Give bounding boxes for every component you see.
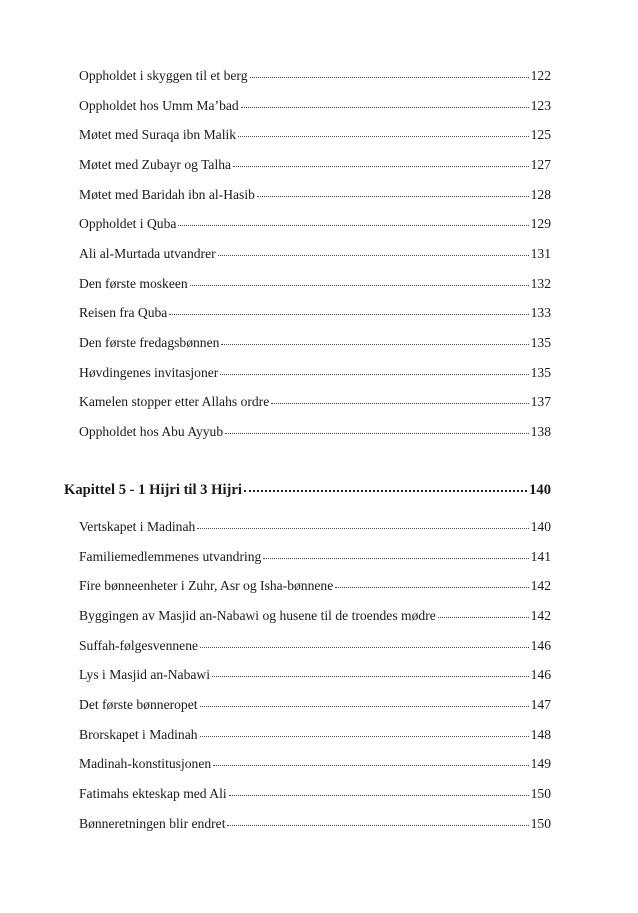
toc-entry-title: Vertskapet i Madinah xyxy=(79,519,196,534)
toc-entry[interactable] xyxy=(79,275,551,293)
toc-entry-page: 142 xyxy=(530,578,551,593)
dot-leader xyxy=(212,675,529,677)
dot-leader xyxy=(169,313,528,315)
toc-entry-title: Ali al-Murtada utvandrer xyxy=(79,246,216,261)
toc-entry-page: 122 xyxy=(530,68,551,83)
toc-entry-title: Oppholdet hos Umm Ma’bad xyxy=(79,98,239,113)
toc-entry-page: 127 xyxy=(530,157,551,172)
dot-leader xyxy=(233,165,529,167)
dot-leader xyxy=(200,705,529,707)
toc-entry-page: 148 xyxy=(530,727,551,742)
toc-entry-title: Det første bønneropet xyxy=(79,697,198,712)
dot-leader xyxy=(241,106,529,108)
toc-entry-title: Oppholdet i skyggen til et berg xyxy=(79,68,248,83)
toc-entry-page: 135 xyxy=(530,365,551,380)
toc-chapter-page: 140 xyxy=(529,482,551,498)
toc-entry-page: 129 xyxy=(530,216,551,231)
toc-entry[interactable] xyxy=(79,755,551,773)
dot-leader xyxy=(250,76,529,78)
dot-leader xyxy=(229,794,529,796)
toc-entry-page: 150 xyxy=(530,786,551,801)
toc-entry-title: Bønneretningen blir endret xyxy=(79,816,226,831)
toc-entry-title: Suffah-følgesvennene xyxy=(79,638,199,653)
toc-entry[interactable] xyxy=(79,126,551,144)
toc-entry-page: 123 xyxy=(530,98,551,113)
toc-entry[interactable] xyxy=(79,726,551,744)
toc-entry-title: Den første moskeen xyxy=(79,276,188,291)
toc-entry[interactable] xyxy=(79,156,551,174)
toc-entry-title: Kamelen stopper etter Allahs ordre xyxy=(79,394,270,409)
dot-leader xyxy=(213,764,528,766)
toc-entry[interactable] xyxy=(79,304,551,322)
toc-entry-title: Møtet med Zubayr og Talha xyxy=(79,157,232,172)
toc-entry[interactable] xyxy=(79,666,551,684)
dot-leader xyxy=(438,616,529,618)
dot-leader xyxy=(200,735,529,737)
toc-entry[interactable] xyxy=(79,518,551,536)
toc-entry[interactable] xyxy=(79,67,551,85)
toc-entry[interactable] xyxy=(79,186,551,204)
toc-entry[interactable] xyxy=(79,423,551,441)
toc-entry[interactable] xyxy=(79,97,551,115)
toc-entry-page: 146 xyxy=(530,638,551,653)
dot-leader xyxy=(238,135,529,137)
dot-leader xyxy=(257,195,529,197)
toc-entry-page: 138 xyxy=(530,424,551,439)
toc-entry-title: Oppholdet i Quba xyxy=(79,216,177,231)
dot-leader xyxy=(225,432,528,434)
toc-entry-title: Møtet med Suraqa ibn Malik xyxy=(79,127,237,142)
toc-entry-title: Familiemedlemmenes utvandring xyxy=(79,549,262,564)
toc-entry-title: Brorskapet i Madinah xyxy=(79,727,198,742)
toc-entry-title: Reisen fra Quba xyxy=(79,305,168,320)
toc-entry-page: 146 xyxy=(530,667,551,682)
toc-entry-title: Oppholdet hos Abu Ayyub xyxy=(79,424,224,439)
toc-entry-page: 133 xyxy=(530,305,551,320)
toc-entry[interactable] xyxy=(79,548,551,566)
toc-entry-page: 141 xyxy=(530,549,551,564)
dot-leader xyxy=(200,646,529,648)
toc-entry[interactable] xyxy=(79,637,551,655)
dot-leader xyxy=(197,527,528,529)
toc-entry-page: 137 xyxy=(530,394,551,409)
toc-entry[interactable] xyxy=(79,364,551,382)
dot-leader xyxy=(218,254,529,256)
toc-entry-title: Møtet med Baridah ibn al-Hasib xyxy=(79,187,255,202)
toc-entry-page: 135 xyxy=(530,335,551,350)
dot-leader xyxy=(178,224,528,226)
toc-entry-title: Fatimahs ekteskap med Ali xyxy=(79,786,227,801)
toc-entry[interactable] xyxy=(79,607,551,625)
dot-leader xyxy=(263,557,528,559)
toc-chapter-title: Kapittel 5 - 1 Hijri til 3 Hijri xyxy=(64,482,242,498)
toc-entry-title: Byggingen av Masjid an-Nabawi og husene til de troendes mødre xyxy=(79,608,436,623)
toc-entry[interactable] xyxy=(79,696,551,714)
toc-entry-page: 149 xyxy=(530,756,551,771)
toc-entry-title: Høvdingenes invitasjoner xyxy=(79,365,219,380)
toc-entry-page: 142 xyxy=(530,608,551,623)
dot-leader xyxy=(335,586,528,588)
dot-leader xyxy=(227,824,528,826)
dot-leader xyxy=(221,343,528,345)
toc-entry-page: 132 xyxy=(530,276,551,291)
toc-entry-title: Madinah-konstitusjonen xyxy=(79,756,212,771)
toc-entry-page: 131 xyxy=(530,246,551,261)
toc-entry[interactable] xyxy=(79,785,551,803)
dot-leader xyxy=(220,373,528,375)
toc-entry-title: Den første fredagsbønnen xyxy=(79,335,220,350)
toc-entry-title: Lys i Masjid an-Nabawi xyxy=(79,667,211,682)
toc-entry[interactable] xyxy=(79,215,551,233)
dot-leader xyxy=(190,284,529,286)
toc-entry[interactable] xyxy=(79,334,551,352)
toc-entry-page: 125 xyxy=(530,127,551,142)
toc-entry[interactable] xyxy=(79,393,551,411)
toc-entry[interactable] xyxy=(79,815,551,833)
toc-entry-page: 140 xyxy=(530,519,551,534)
toc-entry-page: 150 xyxy=(530,816,551,831)
toc-entry-page: 128 xyxy=(530,187,551,202)
toc-entry-title: Fire bønneenheter i Zuhr, Asr og Isha-bønnene xyxy=(79,578,334,593)
toc-entry-page: 147 xyxy=(530,697,551,712)
toc-entry[interactable] xyxy=(79,245,551,263)
dot-leader xyxy=(271,402,528,404)
toc-chapter-heading[interactable] xyxy=(64,481,551,499)
toc-entry[interactable] xyxy=(79,577,551,595)
dot-leader xyxy=(244,489,527,492)
